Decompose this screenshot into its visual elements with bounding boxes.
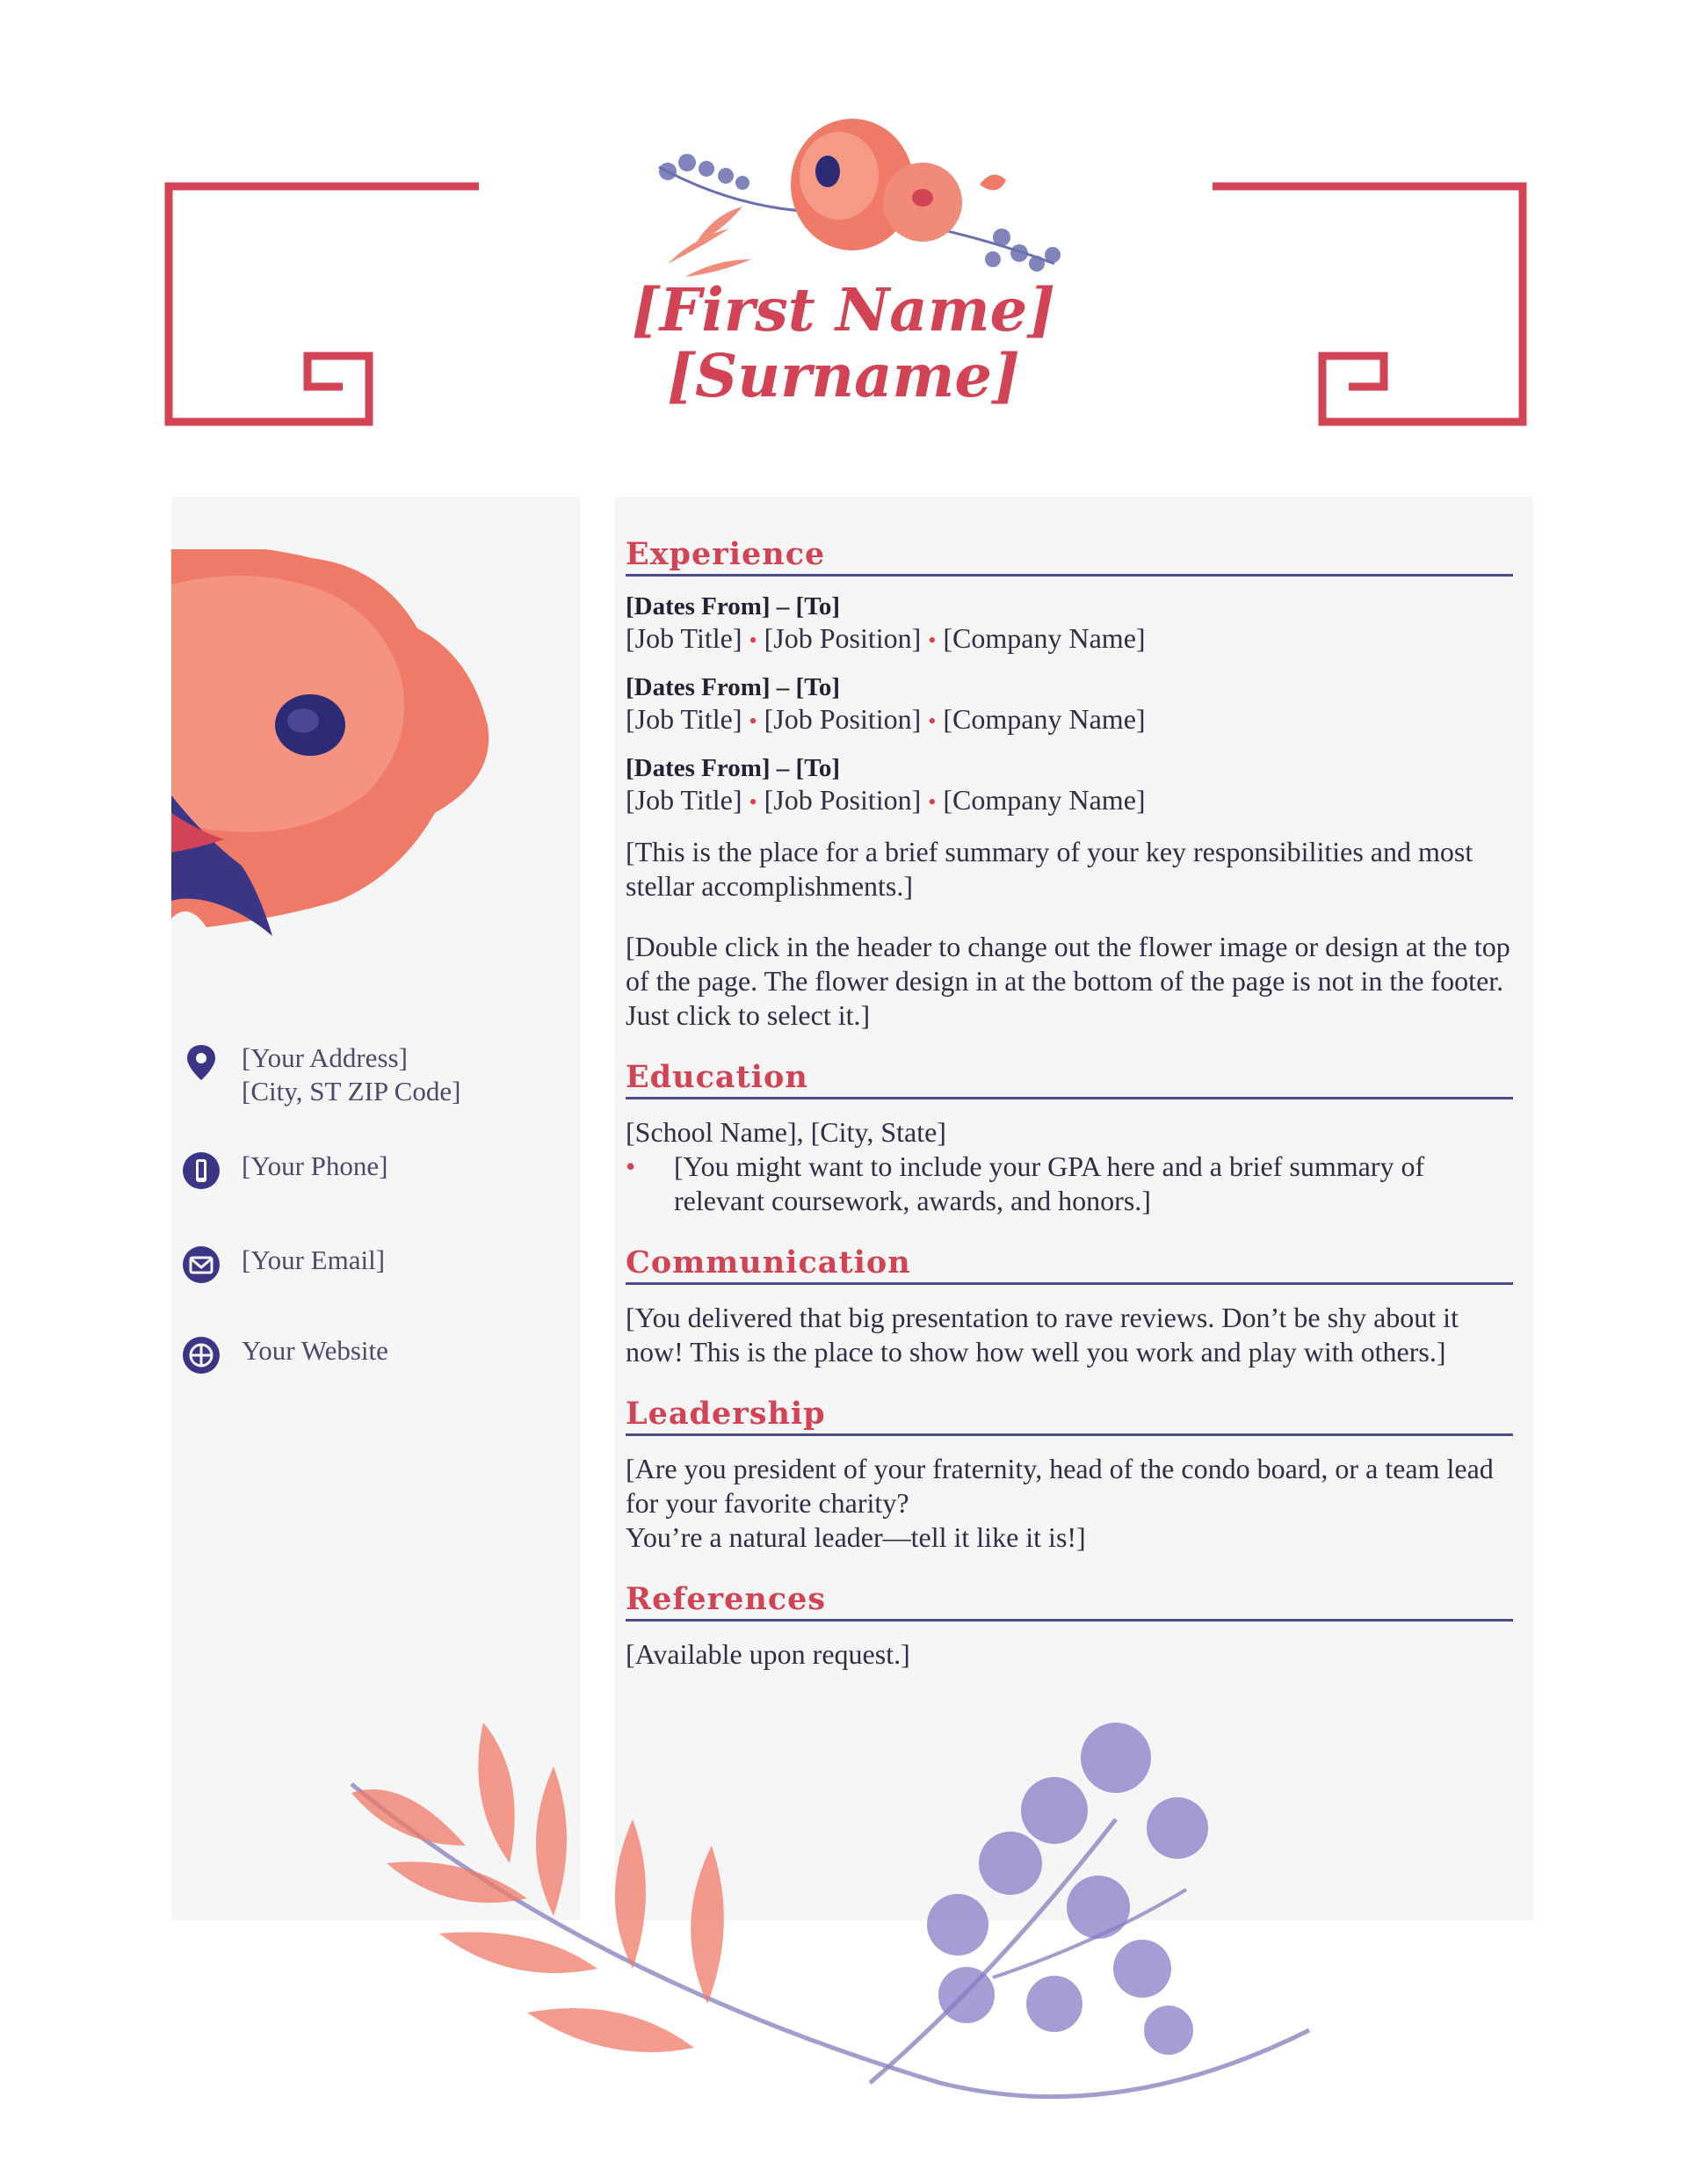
job-title[interactable]: [Job Title] xyxy=(626,784,742,816)
phone-icon xyxy=(180,1150,222,1192)
first-name[interactable]: [First Name] xyxy=(632,275,1055,345)
experience-entry xyxy=(626,673,1522,738)
bullet-dot: • xyxy=(626,1150,636,1182)
bullet-separator: • xyxy=(749,628,757,653)
location-pin-icon xyxy=(180,1041,222,1084)
company-name[interactable]: [Company Name] xyxy=(943,703,1146,735)
header-frame-right xyxy=(1199,176,1533,439)
school-name[interactable]: [School Name], [City, State] xyxy=(626,1116,946,1148)
entry-job-line xyxy=(626,783,1522,819)
experience-heading: Experience xyxy=(626,536,1513,577)
address-line-2[interactable]: [City, ST ZIP Code] xyxy=(242,1076,461,1107)
education-bullet xyxy=(626,1150,1522,1218)
experience-note[interactable]: [Double click in the header to change out the flower image or design at the top of the page. The flower design in at the bottom of the page is not in the footer. Just click to select it.] xyxy=(626,931,1510,1031)
bullet-separator: • xyxy=(928,789,937,815)
contact-address xyxy=(180,1041,558,1108)
entry-dates[interactable]: [Dates From] – [To] xyxy=(626,673,841,701)
education-heading: Education xyxy=(626,1059,1513,1099)
leadership-text[interactable]: [Are you president of your fraternity, head of the condo board, or a team lead for your favorite charity? xyxy=(626,1453,1494,1519)
bottom-flower-decoration xyxy=(325,1714,1450,2136)
entry-dates[interactable]: [Dates From] – [To] xyxy=(626,592,841,620)
phone-text[interactable]: [Your Phone] xyxy=(242,1150,388,1181)
job-position[interactable]: [Job Position] xyxy=(764,784,922,816)
job-position[interactable]: [Job Position] xyxy=(764,703,922,735)
contact-phone xyxy=(180,1150,558,1192)
communication-heading: Communication xyxy=(626,1244,1513,1285)
header-frame-left xyxy=(158,176,492,439)
experience-entry xyxy=(626,592,1522,657)
website-text[interactable]: Your Website xyxy=(242,1335,388,1366)
resume-name xyxy=(492,277,1195,409)
bullet-separator: • xyxy=(928,628,937,653)
references-heading: References xyxy=(626,1581,1513,1622)
leadership-text-2[interactable]: You’re a natural leader—tell it like it is!] xyxy=(626,1521,1086,1553)
communication-text[interactable]: [You delivered that big presentation to rave reviews. Don’t be shy about it now! This is the place to show how well you work and play with others.] xyxy=(626,1302,1459,1368)
references-text[interactable]: [Available upon request.] xyxy=(626,1638,910,1670)
entry-job-line xyxy=(626,702,1522,738)
bullet-separator: • xyxy=(928,708,937,734)
job-title[interactable]: [Job Title] xyxy=(626,622,742,654)
contact-email xyxy=(180,1244,558,1286)
contact-website xyxy=(180,1334,558,1376)
company-name[interactable]: [Company Name] xyxy=(943,784,1146,816)
email-text[interactable]: [Your Email] xyxy=(242,1244,386,1275)
experience-summary[interactable]: [This is the place for a brief summary of your key responsibilities and most stellar accomplishments.] xyxy=(626,836,1473,902)
education-details[interactable]: [You might want to include your GPA here and a brief summary of relevant coursework, awards, and honors.] xyxy=(674,1150,1425,1216)
experience-entry xyxy=(626,754,1522,819)
entry-job-line xyxy=(626,621,1522,657)
bullet-separator: • xyxy=(749,789,757,815)
bullet-separator: • xyxy=(749,708,757,734)
email-icon xyxy=(180,1244,222,1286)
entry-dates[interactable]: [Dates From] – [To] xyxy=(626,754,841,782)
company-name[interactable]: [Company Name] xyxy=(943,622,1146,654)
address-line-1[interactable]: [Your Address] xyxy=(242,1042,408,1073)
leadership-heading: Leadership xyxy=(626,1396,1513,1436)
website-icon xyxy=(180,1334,222,1376)
job-title[interactable]: [Job Title] xyxy=(626,703,742,735)
job-position[interactable]: [Job Position] xyxy=(764,622,922,654)
sidebar-flower-image xyxy=(171,549,505,954)
resume-content xyxy=(626,536,1522,1698)
surname[interactable]: [Surname] xyxy=(667,341,1020,410)
